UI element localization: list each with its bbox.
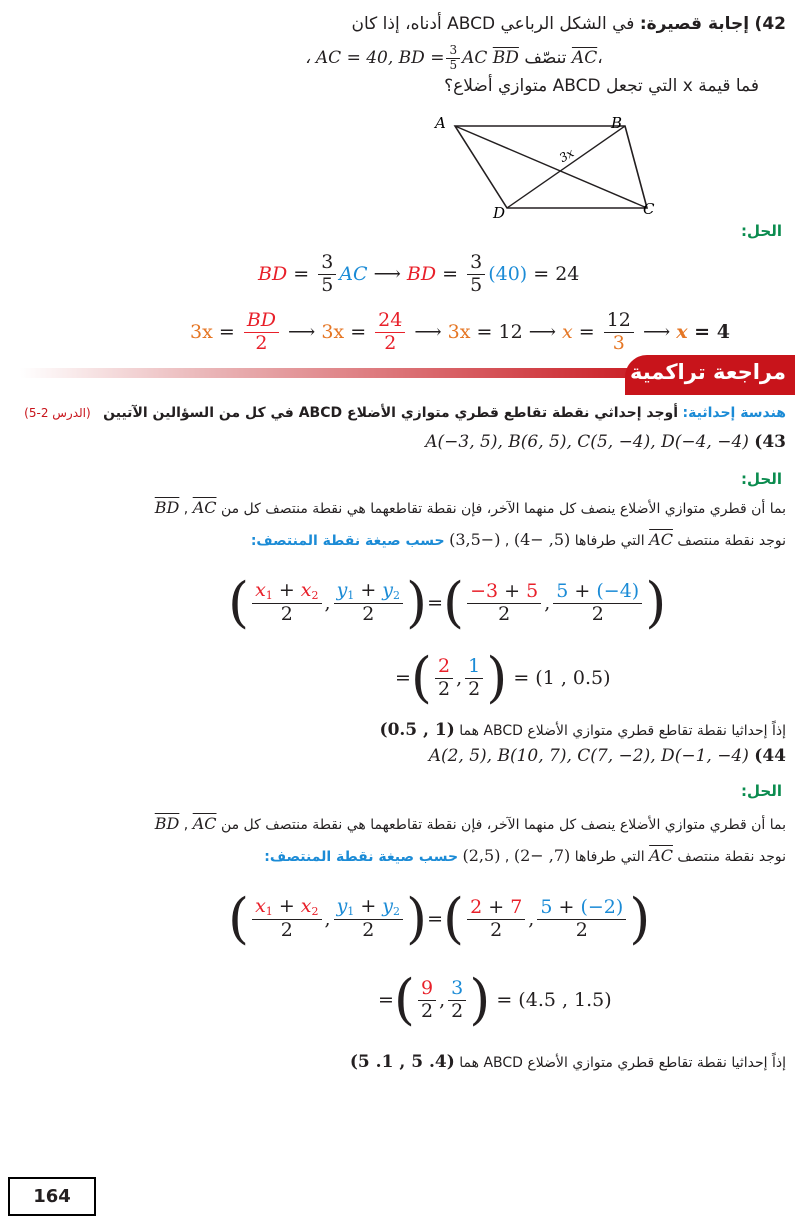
- eq2-arrow4: ⟶: [636, 321, 677, 343]
- eq1-result: = 24: [527, 263, 580, 285]
- eq2-final: = 4: [687, 321, 730, 343]
- eq2-arrow3: ⟶: [522, 321, 562, 343]
- q43-sx: $\frac{-3 + 5}{2}$: [467, 581, 541, 626]
- eq1-arrow: ⟶: [367, 263, 407, 285]
- q43-conclusion: [26, 720, 786, 740]
- q44-fy: $\frac{y_1 + y_2}{2}$: [334, 896, 403, 941]
- page-number: 164: [8, 1177, 96, 1216]
- q43-points: A(−3, 5), B(6, 5), C(5, −4), D(−4, −4): [425, 432, 749, 452]
- q42-eq: ، AC = 40, BD = $\frac{3}{5}$ AC: [305, 43, 488, 72]
- q43-formula-label: حسب صيغة نقطة المنتصف:: [250, 533, 445, 549]
- q44-conclusion-text: إذاً إحداثيا نقطة تقاطع قطري متوازي الأضلاع ABCD هما: [459, 1055, 786, 1071]
- eq2-xfinal: x: [676, 321, 688, 343]
- review-intro: [6, 405, 786, 421]
- q44-text2-b: التي طرفاها: [574, 849, 645, 865]
- q44-text1-body: بما أن قطري متوازي الأضلاع ينصف كل منهما الآخر، فإن نقطة تقاطعهما هي نقطة منتصف كل من: [220, 817, 786, 833]
- q42-line2: ، AC = 40, BD = $\frac{3}{5}$ AC $\overline{BD}$ تنصّف $\overline{AC}،$: [305, 43, 603, 72]
- eq2-lhs2: 3x: [321, 321, 345, 343]
- q42-seg-ac: $\overline{AC}$: [571, 47, 598, 68]
- q44-result: = ( $\frac{9}{2}$ , $\frac{3}{2}$ ) = (4.5 , 1.5): [378, 968, 612, 1031]
- q43-text1: بما أن قطري متوازي الأضلاع ينصف كل منهما الآخر، فإن نقطة تقاطعهما هي نقطة منتصف كل من BD , AC: [154, 498, 786, 517]
- eq2-eq4: =: [572, 321, 601, 343]
- eq1-bd: BD: [258, 263, 288, 285]
- q43-fy: $\frac{y_1 + y_2}{2}$: [334, 580, 403, 625]
- q44-answer: (4. 5 , 1. 5): [349, 1052, 455, 1072]
- eq2-lhs: 3x: [190, 321, 213, 343]
- q44-number: (44: [754, 746, 786, 766]
- review-lesson: (الدرس 2-5): [24, 406, 91, 420]
- vertex-d: D: [493, 204, 506, 222]
- q44-formula-label: حسب صيغة نقطة المنتصف:: [264, 849, 459, 865]
- q43-solution-label: الحل:: [741, 470, 782, 488]
- q43-result-value: = (1 , 0.5): [507, 667, 611, 689]
- eq2-frac1: $\frac{BD}{2}$: [244, 310, 279, 355]
- eq2-frac4: $\frac{12}{3}$: [604, 310, 634, 355]
- q43-sy: $\frac{5 + (-4)}{2}$: [553, 581, 642, 626]
- q42-solution-label: الحل:: [741, 222, 782, 240]
- q44-solution-label: الحل:: [741, 782, 782, 800]
- q44-endpoint-1: (7, −2): [513, 846, 571, 865]
- eq1-ac: AC: [339, 263, 368, 285]
- eq2-eq2: =: [344, 321, 373, 343]
- review-intro-text: أوجد إحداثي نقطة تقاطع قطري متوازي الأضلاع ABCD في كل من السؤالين الآتيين: [103, 405, 679, 421]
- q43-text2: نوجد نقطة منتصف AC التي طرفاها (5, −4) , (−3,5) حسب صيغة نقطة المنتصف:: [250, 530, 786, 549]
- q43-text2-b: التي طرفاها: [574, 533, 645, 549]
- q42-number: 42): [754, 14, 786, 34]
- eq2-frac2: $\frac{24}{2}$: [375, 310, 405, 355]
- q43-number: (43: [754, 432, 786, 452]
- q44-sx: $\frac{2 + 7}{2}$: [467, 897, 525, 942]
- parallelogram-figure: [425, 114, 675, 226]
- q43-result: = ( $\frac{2}{2}$ , $\frac{1}{2}$ ) = (1 , 0.5): [395, 646, 611, 709]
- eq1-bd2: BD: [406, 263, 437, 285]
- eq2-arrow2: ⟶: [408, 321, 448, 343]
- q42-line1: [226, 14, 786, 34]
- eq2-lhs3: 3x: [447, 321, 471, 343]
- q43-endpoint-1: (5, −4): [513, 530, 571, 549]
- review-title: مراجعة تراكمية: [629, 360, 786, 384]
- q43-seg-ac: AC: [192, 498, 217, 517]
- q44-text2: نوجد نقطة منتصف AC التي طرفاها (7, −2) , (2,5) حسب صيغة نقطة المنتصف:: [264, 846, 786, 865]
- q43-endpoint-2: (−3,5): [449, 530, 501, 549]
- q43-text2-seg: AC: [649, 530, 673, 549]
- q43-text2-a: نوجد نقطة منتصف: [677, 533, 786, 549]
- q43-fx: $\frac{x_1 + x_2}{2}$: [252, 580, 321, 625]
- eq1-value: (40): [488, 263, 528, 285]
- q43-seg-bd: BD: [154, 498, 180, 517]
- vertex-c: C: [643, 200, 655, 218]
- banner-line: [20, 368, 670, 378]
- eq2-arrow1: ⟶: [282, 321, 322, 343]
- eq1-frac: $\frac{3}{5}$: [318, 252, 336, 297]
- q43-rx: $\frac{2}{2}$: [435, 656, 453, 701]
- q44-result-value: = (4.5 , 1.5): [490, 989, 612, 1011]
- q42-bisects: تنصّف: [524, 47, 567, 68]
- q42-eq2: [190, 304, 730, 360]
- q43-answer: (1 , 0.5): [379, 720, 455, 740]
- q44-text2-a: نوجد نقطة منتصف: [677, 849, 786, 865]
- eq2-res3: = 12: [470, 321, 523, 343]
- q44-sy: $\frac{5 + (-2)}{2}$: [537, 897, 626, 942]
- eq1-eq2: =: [436, 263, 465, 285]
- review-intro-label: هندسة إحداثية:: [682, 405, 786, 421]
- q44-formula: ( $\frac{x_1 + x_2}{2}$ , $\frac{y_1 + y_2}{2}$ ) = ( $\frac{2 + 7}{2}$ , $\frac{5 + (-2)}{2}$ ): [228, 887, 651, 950]
- eq2-eq: =: [212, 321, 241, 343]
- q42-seg-bd: $\overline{BD}$: [492, 47, 519, 68]
- q44-problem: [429, 746, 786, 766]
- q42-label: إجابة قصيرة:: [639, 14, 750, 34]
- q44-text2-seg: AC: [649, 846, 673, 865]
- q42-text1: في الشكل الرباعي ABCD أدناه، إذا كان: [351, 14, 635, 34]
- q42-eq1: [258, 248, 579, 300]
- eq1-frac2: $\frac{3}{5}$: [467, 252, 485, 297]
- q43-problem: [425, 432, 786, 452]
- diagonal-ac: [455, 126, 647, 208]
- q44-ry: $\frac{3}{2}$: [448, 978, 466, 1023]
- diagonal-bd: [507, 126, 625, 208]
- q44-rx: $\frac{9}{2}$: [418, 978, 436, 1023]
- vertex-b: B: [611, 114, 623, 132]
- segment-label-3x: 3x: [556, 145, 577, 166]
- q43-text1-body: بما أن قطري متوازي الأضلاع ينصف كل منهما الآخر، فإن نقطة تقاطعهما هي نقطة منتصف كل من: [220, 501, 786, 517]
- q44-seg-ac: AC: [192, 814, 217, 833]
- q43-formula: ( $\frac{x_1 + x_2}{2}$ , $\frac{y_1 + y_2}{2}$ ) = ( $\frac{-3 + 5}{2}$ , $\frac{5 + (-4)}{2}$ ): [228, 571, 667, 634]
- q43-conclusion-text: إذاً إحداثيا نقطة تقاطع قطري متوازي الأضلاع ABCD هما: [459, 723, 786, 739]
- q44-text1: بما أن قطري متوازي الأضلاع ينصف كل منهما الآخر، فإن نقطة تقاطعهما هي نقطة منتصف كل من BD , AC: [154, 814, 786, 833]
- q44-endpoint-2: (2,5): [462, 846, 501, 865]
- q44-seg-bd: BD: [154, 814, 180, 833]
- q44-points: A(2, 5), B(10, 7), C(7, −2), D(−1, −4): [428, 746, 749, 766]
- q43-ry: $\frac{1}{2}$: [465, 656, 483, 701]
- q44-conclusion: [26, 1052, 786, 1072]
- eq2-x: x: [562, 321, 573, 343]
- eq1-eq: =: [287, 263, 316, 285]
- q44-fx: $\frac{x_1 + x_2}{2}$: [252, 896, 321, 941]
- vertex-a: A: [435, 114, 446, 132]
- q42-line3: فما قيمة x التي تجعل ABCD متوازي أضلاع؟: [444, 76, 759, 96]
